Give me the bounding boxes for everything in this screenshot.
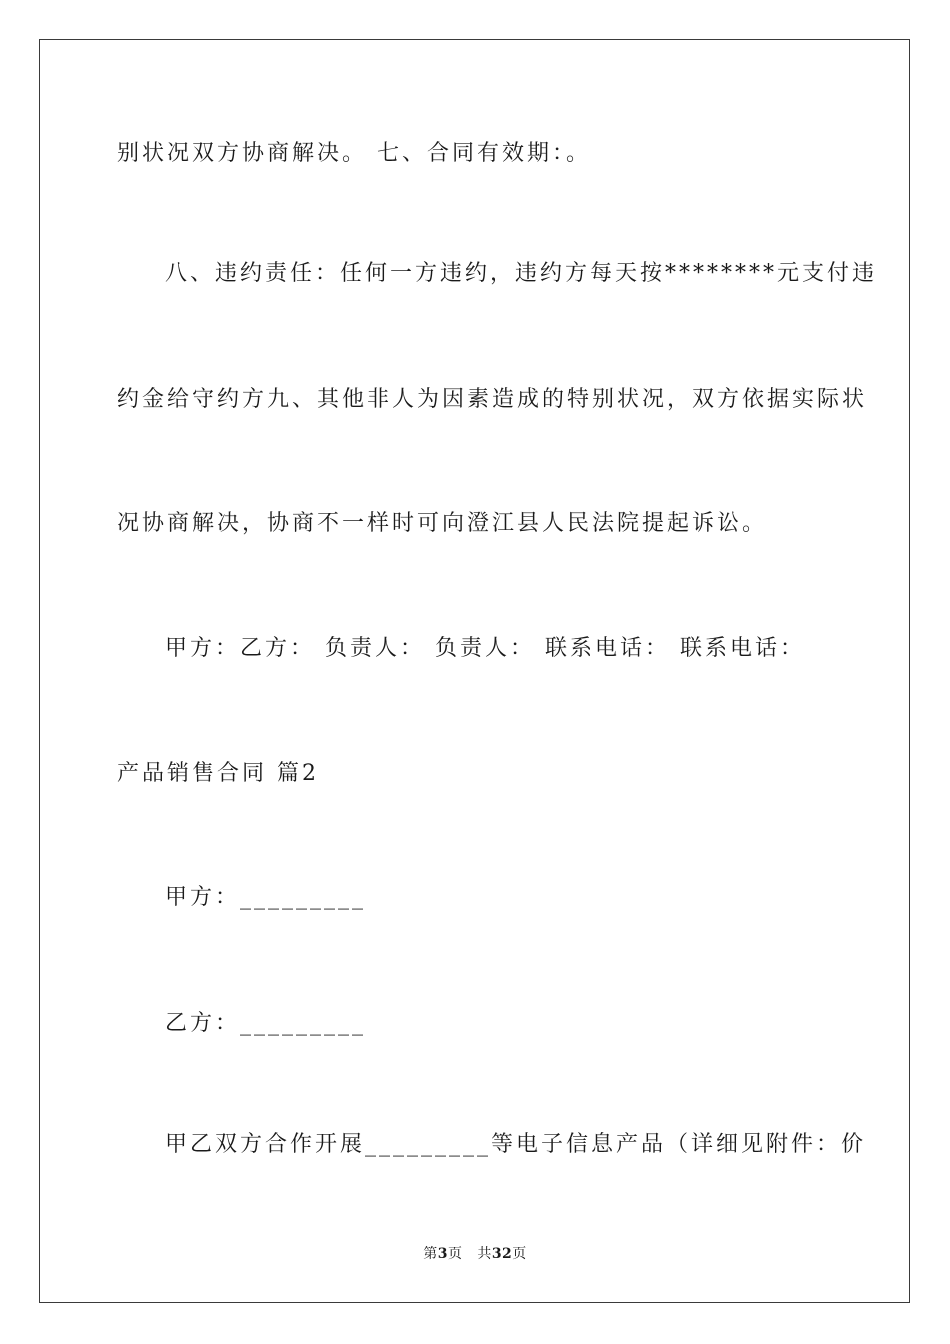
page-suffix: 页 xyxy=(447,1246,463,1262)
current-page-number: 3 xyxy=(437,1246,448,1262)
party-b-line: 乙方：_________ xyxy=(165,1011,367,1036)
total-suffix: 页 xyxy=(512,1246,527,1262)
party-a-line: 甲方：_________ xyxy=(165,885,367,910)
text-line: 甲方：乙方： 负责人： 负责人： 联系电话： 联系电话： xyxy=(165,636,805,661)
text-line: 八、违约责任：任何一方违约，违约方每天按********元支付违 xyxy=(165,261,878,286)
text-line: 况协商解决，协商不一样时可向澄江县人民法院提起诉讼。 xyxy=(117,511,768,536)
page-border xyxy=(39,39,910,1303)
page-footer xyxy=(0,1244,950,1264)
section-heading: 产品销售合同 篇2 xyxy=(117,761,319,786)
page-prefix: 第 xyxy=(423,1246,438,1262)
text-line: 约金给守约方九、其他非人为因素造成的特别状况，双方依据实际状 xyxy=(117,387,868,412)
total-page-count: 32 xyxy=(491,1246,513,1262)
text-line: 甲乙双方合作开展_________等电子信息产品（详细见附件：价 xyxy=(165,1132,867,1157)
text-line: 别状况双方协商解决。 七、合同有效期：。 xyxy=(117,141,591,166)
total-prefix: 共 xyxy=(477,1246,492,1262)
